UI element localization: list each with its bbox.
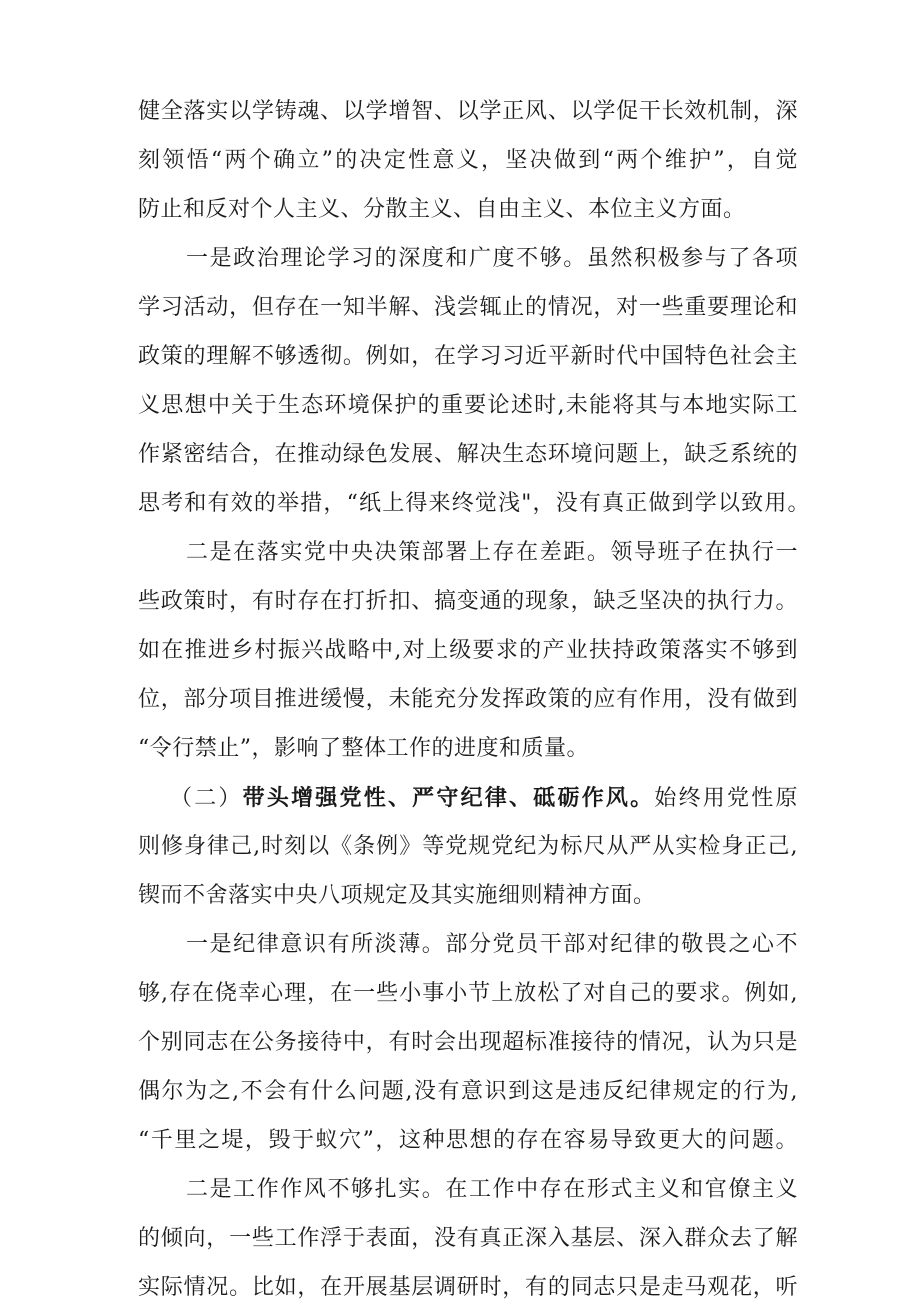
text-line: 实际情况。比如，在开展基层调研时，有的同志只是走马观花，听 [138, 1275, 798, 1300]
text-line: 锲而不舍落实中央八项规定及其实施细则精神方面。 [138, 883, 656, 908]
text-line: 一是纪律意识有所淡薄。部分党员干部对纪律的敬畏之心不 [186, 932, 798, 957]
section-heading: 带头增强党性、严守纪律、砥砺作风。 [242, 785, 655, 811]
section-heading-rest: 始终用党性原 [654, 786, 798, 811]
text-line: 政策的理解不够透彻。例如，在学习习近平新时代中国特色社会主 [138, 344, 798, 369]
text-line: 刻领悟“两个确立”的决定性意义，坚决做到“两个维护”，自觉 [138, 148, 798, 173]
text-line: 义思想中关于生态环境保护的重要论述时,未能将其与本地实际工 [138, 393, 798, 418]
text-line: “千里之堤，毁于蚁穴”，这种思想的存在容易导致更大的问题。 [138, 1128, 798, 1153]
section-heading-line [170, 783, 798, 814]
text-line: 学习活动，但存在一知半解、浅尝辄止的情况，对一些重要理论和 [138, 295, 798, 320]
text-line: 个别同志在公务接待中，有时会出现超标准接待的情况，认为只是 [138, 1030, 798, 1055]
text-line: 健全落实以学铸魂、以学增智、以学正风、以学促干长效机制，深 [138, 99, 798, 124]
text-line: 偶尔为之,不会有什么问题,没有意识到这是违反纪律规定的行为, [138, 1079, 798, 1104]
text-line: 则修身律己,时刻以《条例》等党规党纪为标尺从严从实检身正己, [138, 834, 798, 859]
text-line: 的倾向，一些工作浮于表面，没有真正深入基层、深入群众去了解 [138, 1226, 798, 1251]
text-line: 一是政治理论学习的深度和广度不够。虽然积极参与了各项 [186, 246, 798, 271]
text-line: 思考和有效的举措，“纸上得来终觉浅"，没有真正做到学以致用。 [138, 491, 810, 516]
text-line: 二是在落实党中央决策部署上存在差距。领导班子在执行一 [186, 540, 798, 565]
text-line: 防止和反对个人主义、分散主义、自由主义、本位主义方面。 [138, 197, 746, 222]
text-line: “令行禁止”，影响了整体工作的进度和质量。 [138, 736, 589, 761]
text-line: 些政策时，有时存在打折扣、搞变通的现象，缺乏坚决的执行力。 [138, 589, 798, 614]
text-line: 二是工作作风不够扎实。在工作中存在形式主义和官僚主义 [186, 1177, 798, 1202]
text-line: 位，部分项目推进缓慢，未能充分发挥政策的应有作用，没有做到 [138, 687, 798, 712]
section-number: （二） [170, 786, 243, 811]
text-line: 够,存在侥幸心理，在一些小事小节上放松了对自己的要求。例如, [138, 981, 798, 1006]
text-line: 作紧密结合，在推动绿色发展、解决生态环境问题上，缺乏系统的 [138, 442, 798, 467]
text-line: 如在推进乡村振兴战略中,对上级要求的产业扶持政策落实不够到 [138, 638, 798, 663]
